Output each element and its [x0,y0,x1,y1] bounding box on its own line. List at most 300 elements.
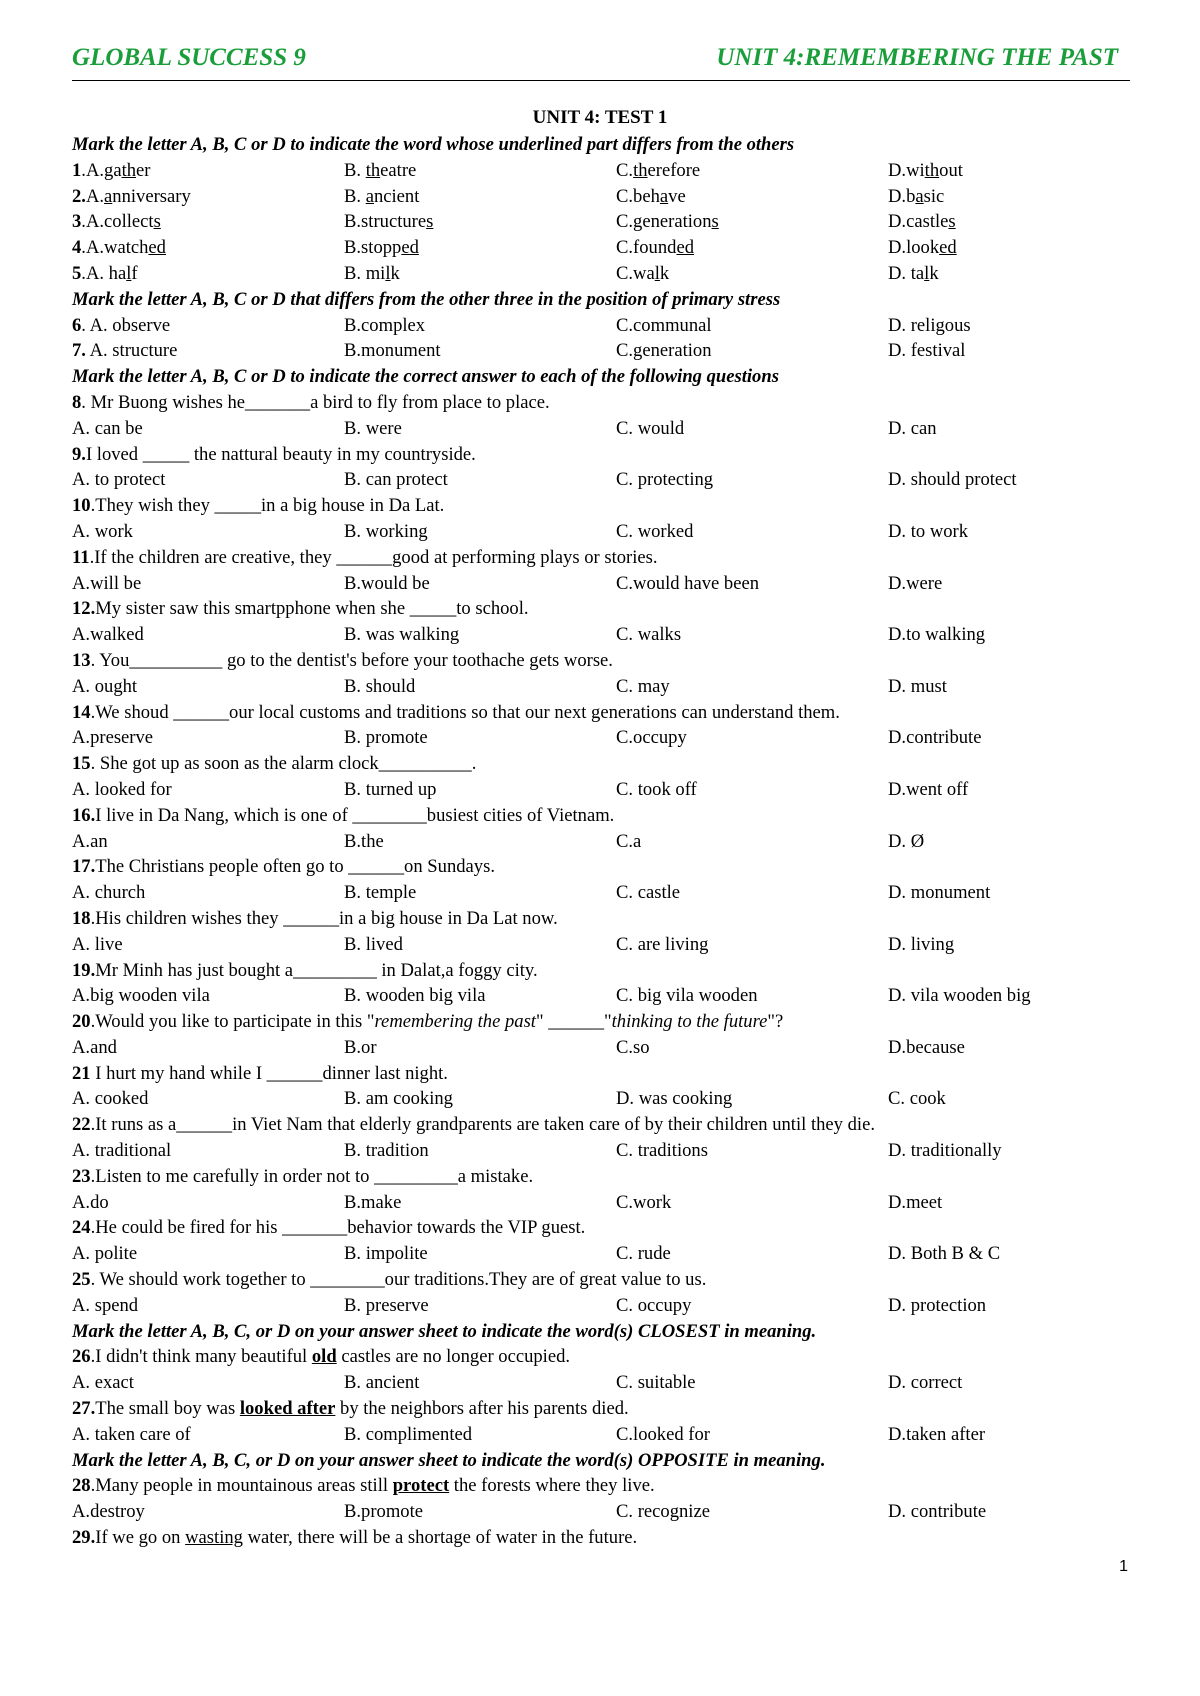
text-segment: 12. [72,598,96,620]
text-segment: A.big wooden vila [72,985,210,1007]
answer-option [72,1499,344,1525]
text-segment: C. suitable [616,1372,696,1394]
answer-option [616,184,888,210]
answer-option [888,1241,1000,1267]
text-segment: D.meet [888,1191,943,1213]
answer-options-row [72,983,1132,1009]
text-segment: .Many people in mountainous areas still [90,1475,393,1497]
text-segment: B. lived [344,933,403,955]
text-segment: C.work [616,1191,672,1213]
text-segment: A.and [72,1036,117,1058]
text-segment: 29. [72,1527,96,1549]
answer-option [344,1190,616,1216]
text-segment: A.walked [72,624,144,646]
answer-options-row [72,777,1132,803]
answer-option [616,1035,888,1061]
answer-options-row [72,1293,1132,1319]
text-segment: C.communal [616,314,712,336]
text-segment: D. was cooking [616,1088,733,1110]
text-segment: D. contribute [888,1501,987,1523]
text-segment: .If the children are creative, they ______good at performing plays or stories. [89,546,658,568]
text-segment: 24 [72,1217,91,1239]
text-segment: .We shoud ______our local customs and traditions so that our next generations can understand them. [90,701,840,723]
text-segment: .A.watch [81,237,149,259]
text-segment: thinking to the future [611,1011,768,1033]
text-segment: D. vila wooden big [888,985,1031,1007]
test-title: UNIT 4: TEST 1 [532,107,668,128]
text-segment: l [654,262,660,284]
text-segment: A. can be [72,417,143,439]
text-segment: B.structure [344,211,427,233]
text-segment: "? [767,1011,784,1033]
answer-option [72,622,344,648]
answer-option [616,880,888,906]
text-segment: B.stopp [344,237,402,259]
answer-option [72,261,344,287]
text-segment: ve [668,185,686,207]
text-segment: f [131,262,138,284]
answer-option [888,829,924,855]
text-segment: B. were [344,417,402,439]
answer-options-row [72,416,1132,442]
text-segment: ed [939,237,957,259]
text-segment: C.found [616,237,677,259]
answer-option [888,158,963,184]
question-stem [72,596,1132,622]
question-stem [72,1267,1132,1293]
section-instruction: Mark the letter A, B, C or D that differs from the other three in the position of primary stress [72,288,781,310]
text-segment: D.because [888,1036,965,1058]
answer-option [888,1422,985,1448]
text-segment: 17. [72,856,96,878]
answer-option [72,235,344,261]
text-segment: . She got up as soon as the alarm clock__________. [90,753,477,775]
text-segment: 13 [72,649,91,671]
text-segment: A.will be [72,572,142,594]
answer-option [72,209,344,235]
answer-option [344,880,616,906]
answer-option [616,1293,888,1319]
text-segment: 18 [72,907,91,929]
text-segment: th [121,159,137,181]
text-segment: . You__________ go to the dentist's before your toothache gets worse. [90,649,613,671]
text-segment: B.would be [344,572,430,594]
question-stem [72,1396,1132,1422]
text-segment: C. recognize [616,1501,710,1523]
question-stem [72,1344,1132,1370]
text-segment: A. polite [72,1243,138,1265]
text-segment: C. took off [616,778,697,800]
answer-option [616,1499,888,1525]
text-segment: th [633,159,648,181]
text-segment: th [365,159,381,181]
text-segment: D. Both B & C [888,1243,1001,1265]
question-stem [72,854,1132,880]
answer-option [616,519,888,545]
test-content [72,132,1132,1551]
text-segment: D. to work [888,520,969,542]
text-segment: C.a [616,830,642,852]
text-segment: If we go on [95,1527,186,1549]
text-segment: . A. observe [81,314,171,336]
text-segment: B. ancient [344,1372,420,1394]
answer-option [888,1499,986,1525]
text-segment: The small boy was [95,1398,240,1420]
question-stem [72,906,1132,932]
text-segment: C.generation [616,340,712,362]
answer-option [888,1190,942,1216]
answer-option [344,1422,616,1448]
answer-option [616,209,888,235]
text-segment: C. cook [888,1088,946,1110]
text-segment: 1 [72,159,82,181]
text-segment: D.wi [888,159,925,181]
text-segment: D.to walking [888,624,986,646]
text-segment: C. worked [616,520,694,542]
text-segment: C. may [616,675,670,697]
text-segment: l [385,262,391,284]
answer-option [888,313,971,339]
text-segment: A. looked for [72,778,172,800]
text-segment: C. are living [616,933,709,955]
text-segment: 7. [72,340,86,362]
text-segment: 9. [72,443,86,465]
text-segment: D. protection [888,1294,987,1316]
question-stem [72,1525,1132,1551]
text-segment: 22 [72,1114,91,1136]
answer-option [888,1370,962,1396]
text-segment: B. turned up [344,778,437,800]
question-stem [72,958,1132,984]
text-segment: C.generation [616,211,712,233]
text-segment: castles are no longer occupied. [336,1346,571,1368]
answer-option [888,209,956,235]
text-segment: B. can protect [344,469,448,491]
answer-option [616,467,888,493]
text-segment: wasting [185,1527,243,1549]
text-segment: .I didn't think many beautiful [90,1346,312,1368]
answer-option [616,261,888,287]
text-segment: out [939,159,963,181]
text-segment: 3 [72,211,82,233]
answer-option [72,158,344,184]
section-instruction: Mark the letter A, B, C, or D on your answer sheet to indicate the word(s) CLOSEST in meaning. [72,1320,817,1342]
answer-options-row [72,1422,1132,1448]
answer-option [72,416,344,442]
text-segment: eatre [380,159,417,181]
text-segment: D. festival [888,340,966,362]
answer-option [344,1035,616,1061]
text-segment: A. taken care of [72,1423,191,1445]
question-stem [72,1473,1132,1499]
answer-option [888,467,1017,493]
text-segment: B. temple [344,882,417,904]
answer-option [888,674,947,700]
answer-option [888,983,1031,1009]
answer-option [888,1293,986,1319]
text-segment: old [311,1346,337,1368]
question-stem [72,751,1132,777]
answer-option [888,184,944,210]
answer-options-row [72,1499,1132,1525]
answer-option [616,1241,888,1267]
text-segment: 14 [72,701,91,723]
answer-option [888,932,954,958]
question-stem [72,545,1132,571]
text-segment: 28 [72,1475,91,1497]
answer-option [616,338,888,364]
text-segment: B. mi [344,262,386,284]
answer-option [888,777,968,803]
text-segment: B. impolite [344,1243,428,1265]
answer-option [344,1370,616,1396]
question-stem [72,700,1132,726]
text-segment: A. live [72,933,123,955]
answer-option [72,1241,344,1267]
answer-options-row [72,622,1132,648]
answer-option [344,1241,616,1267]
answer-option [72,880,344,906]
answer-option [72,932,344,958]
answer-option [72,467,344,493]
text-segment: k [390,262,400,284]
answer-option [72,983,344,1009]
text-segment: B.or [344,1036,377,1058]
text-segment: water, there will be a shortage of water in the future. [242,1527,638,1549]
answer-option [616,416,888,442]
text-segment: th [924,159,940,181]
text-segment: 15 [72,753,91,775]
question-stem [72,442,1132,468]
text-segment: D. monument [888,882,991,904]
text-segment: C.so [616,1036,650,1058]
answer-option [344,338,616,364]
text-segment: A. exact [72,1372,134,1394]
text-segment: D.were [888,572,943,594]
text-segment: B. complimented [344,1423,473,1445]
text-segment: ed [401,237,419,259]
answer-option [344,932,616,958]
question-stem [72,390,1132,416]
answer-option [72,1086,344,1112]
text-segment: protect [392,1475,450,1497]
question-stem [72,1164,1132,1190]
text-segment: D. ta [888,262,925,284]
answer-option [344,519,616,545]
answer-options-row [72,880,1132,906]
answer-option [888,261,939,287]
answer-option [616,622,888,648]
text-segment: a [104,185,113,207]
text-segment: .A.collect [81,211,154,233]
text-segment: a [365,185,374,207]
answer-option [616,571,888,597]
answer-option [344,158,616,184]
text-segment: .Listen to me carefully in order not to _________a mistake. [90,1165,534,1187]
answer-options-row [72,235,1132,261]
answer-option [72,1035,344,1061]
text-segment: 20 [72,1011,91,1033]
text-segment: erefore [647,159,701,181]
answer-option [344,622,616,648]
answer-option [72,674,344,700]
text-segment: 26 [72,1346,91,1368]
answer-option [344,313,616,339]
answer-option [344,725,616,751]
text-segment: C.occupy [616,727,687,749]
answer-options-row [72,1086,1132,1112]
answer-option [616,235,888,261]
answer-option [72,519,344,545]
text-segment: B. [344,185,366,207]
answer-option [616,777,888,803]
text-segment: C. castle [616,882,681,904]
answer-option [888,1138,1002,1164]
answer-options-row [72,725,1132,751]
answer-option [888,880,990,906]
text-segment: 21 [72,1062,91,1084]
question-stem [72,803,1132,829]
text-segment: B. wooden big vila [344,985,486,1007]
text-segment: ed [148,237,166,259]
text-segment: B.monument [344,340,441,362]
answer-options-row [72,313,1132,339]
text-segment: A. work [72,520,133,542]
text-segment: C. would [616,417,685,439]
text-segment: remembering the past [374,1011,536,1033]
text-segment: D. living [888,933,955,955]
text-segment: D.castle [888,211,949,233]
text-segment: B. am cooking [344,1088,453,1110]
text-segment: 5 [72,262,82,284]
text-segment: D.look [888,237,940,259]
answer-option [616,674,888,700]
text-segment: s [426,211,434,233]
answer-option [888,519,968,545]
text-segment: I hurt my hand while I ______dinner last night. [90,1062,448,1084]
text-segment: C. big vila wooden [616,985,758,1007]
answer-option [344,983,616,1009]
text-segment: C.wa [616,262,655,284]
text-segment: A. cooked [72,1088,149,1110]
answer-option [72,1370,344,1396]
text-segment: D. Ø [888,830,925,852]
answer-option [72,725,344,751]
answer-option [344,209,616,235]
answer-option [344,777,616,803]
text-segment: I loved _____ the nattural beauty in my countryside. [85,443,476,465]
text-segment: " ______" [535,1011,612,1033]
answer-option [72,777,344,803]
answer-option [888,235,957,261]
text-segment: a [915,185,924,207]
text-segment: D.b [888,185,916,207]
text-segment: .His children wishes they ______in a big house in Da Lat now. [90,907,558,929]
text-segment: Mr Minh has just bought a_________ in Dalat,a foggy city. [95,959,538,981]
text-segment: .A.ga [81,159,122,181]
section-instruction: Mark the letter A, B, C, or D on your answer sheet to indicate the word(s) OPPOSITE in meaning. [72,1449,826,1471]
text-segment: D. should protect [888,469,1017,491]
question-stem [72,648,1132,674]
text-segment: s [711,211,719,233]
answer-options-row [72,1190,1132,1216]
answer-option [888,1086,946,1112]
question-stem [72,1112,1132,1138]
answer-option [344,1499,616,1525]
text-segment: B. preserve [344,1294,429,1316]
answer-option [72,184,344,210]
text-segment: A. church [72,882,146,904]
answer-option [344,1293,616,1319]
text-segment: s [948,211,956,233]
answer-option [344,235,616,261]
text-segment: 2. [72,185,86,207]
section-instruction: Mark the letter A, B, C or D to indicate the word whose underlined part differs from the others [72,134,795,155]
text-segment: C. rude [616,1243,671,1265]
text-segment: k [659,262,670,284]
answer-option [616,932,888,958]
text-segment: 4 [72,237,82,259]
text-segment: A. traditional [72,1140,172,1162]
answer-option [888,1035,965,1061]
text-segment: B. [344,159,366,181]
text-segment: B. working [344,520,428,542]
text-segment: B.the [344,830,384,852]
text-segment: C.looked for [616,1423,710,1445]
text-segment: ncient [373,185,420,207]
answer-option [72,338,344,364]
answer-option [72,571,344,597]
text-segment: 11 [72,546,90,568]
answer-option [616,313,888,339]
page-header [72,44,1130,81]
text-segment: The Christians people often go to ______on Sundays. [95,856,495,878]
text-segment: looked after [239,1398,336,1420]
answer-option [616,1370,888,1396]
text-segment: . Mr Buong wishes he_______a bird to fly from place to place. [81,391,550,413]
header-right-title: UNIT 4:REMEMBERING THE PAST [716,44,1118,71]
text-segment: 10 [72,495,91,517]
text-segment: B. should [344,675,416,697]
header-left-title: GLOBAL SUCCESS 9 [72,44,306,71]
answer-option [616,1086,888,1112]
answer-option [616,1422,888,1448]
answer-option [72,1190,344,1216]
answer-option [344,261,616,287]
text-segment: sic [923,185,945,207]
text-segment: nniversary [112,185,191,207]
section-instruction: Mark the letter A, B, C or D to indicate the correct answer to each of the following questions [72,366,779,388]
text-segment: B. tradition [344,1140,429,1162]
text-segment: I live in Da Nang, which is one of ________busiest cities of Vietnam. [95,804,615,826]
text-segment: k [929,262,939,284]
text-segment: . We should work together to ________our traditions.They are of great value to us. [90,1269,707,1291]
page-number: 1 [1119,1558,1128,1575]
answer-options-row [72,1035,1132,1061]
text-segment: .He could be fired for his _______behavior towards the VIP guest. [90,1217,586,1239]
answer-options-row [72,338,1132,364]
text-segment: A. structure [85,340,178,362]
answer-option [888,622,985,648]
text-segment: C. occupy [616,1294,692,1316]
answer-option [344,829,616,855]
text-segment: C. protecting [616,469,714,491]
text-segment: B.complex [344,314,426,336]
text-segment: A. ought [72,675,138,697]
text-segment: 23 [72,1165,91,1187]
text-segment: .Would you like to participate in this " [90,1011,375,1033]
answer-option [616,725,888,751]
